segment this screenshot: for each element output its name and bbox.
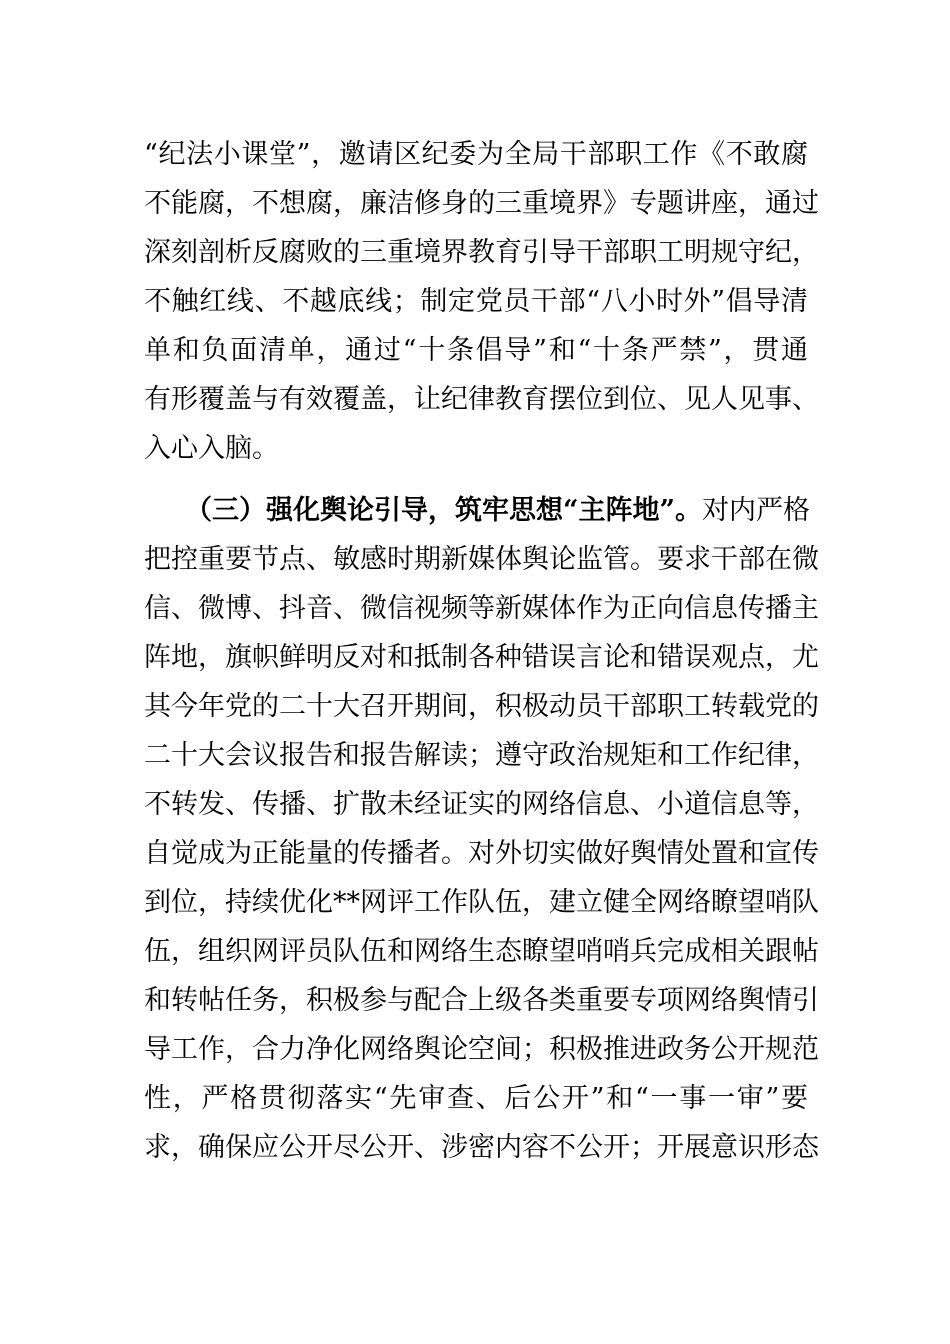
section-heading: （三）强化舆论引导，筑牢思想“主阵地”。 [185,495,703,526]
paragraph-discipline-education [144,130,819,473]
section-heading-line [144,486,811,535]
text-line: 不触红线、不越底线；制定党员干部“八小时外”倡导清 [144,286,808,317]
text-line: 求，确保应公开尽公开、涉密内容不公开；开展意识形态 [144,1132,819,1163]
heading-line-rest: 对内严格 [702,495,811,526]
text-line: “纪法小课堂”，邀请区纪委为全局干部职工作《不敢腐 [144,139,808,170]
text-line: 自觉成为正能量的传播者。对外切实做好舆情处置和宣传 [144,838,819,869]
text-line: 和转帖任务，积极参与配合上级各类重要专项网络舆情引 [144,985,819,1016]
text-line: 到位，持续优化**网评工作队伍，建立健全网络瞭望哨队 [144,887,819,918]
paragraph-public-opinion [144,486,819,1172]
text-line: 单和负面清单，通过“十条倡导”和“十条严禁”，贯通 [144,335,808,366]
text-line: 深刻剖析反腐败的三重境界教育引导干部职工明规守纪， [144,237,819,268]
text-line: 信、微博、抖音、微信视频等新媒体作为正向信息传播主 [144,593,819,624]
text-line: 阵地，旗帜鲜明反对和抵制各种错误言论和错误观点，尤 [144,642,819,673]
text-line: 伍，组织网评员队伍和网络生态瞭望哨哨兵完成相关跟帖 [144,936,819,967]
text-line: 不转发、传播、扩散未经证实的网络信息、小道信息等， [144,789,819,820]
text-line: 把控重要节点、敏感时期新媒体舆论监管。要求干部在微 [144,544,819,575]
text-line: 有形覆盖与有效覆盖，让纪律教育摆位到位、见人见事、 [144,384,819,415]
text-line: 性，严格贯彻落实“先审查、后公开”和“一事一审”要 [144,1083,808,1114]
text-line: 二十大会议报告和报告解读；遵守政治规矩和工作纪律， [144,740,819,771]
text-line: 其今年党的二十大召开期间，积极动员干部职工转载党的 [144,691,819,722]
text-line: 入心入脑。 [144,433,279,464]
text-line: 不能腐，不想腐，廉洁修身的三重境界》专题讲座，通过 [144,188,819,219]
text-line: 导工作，合力净化网络舆论空间；积极推进政务公开规范 [144,1034,819,1065]
